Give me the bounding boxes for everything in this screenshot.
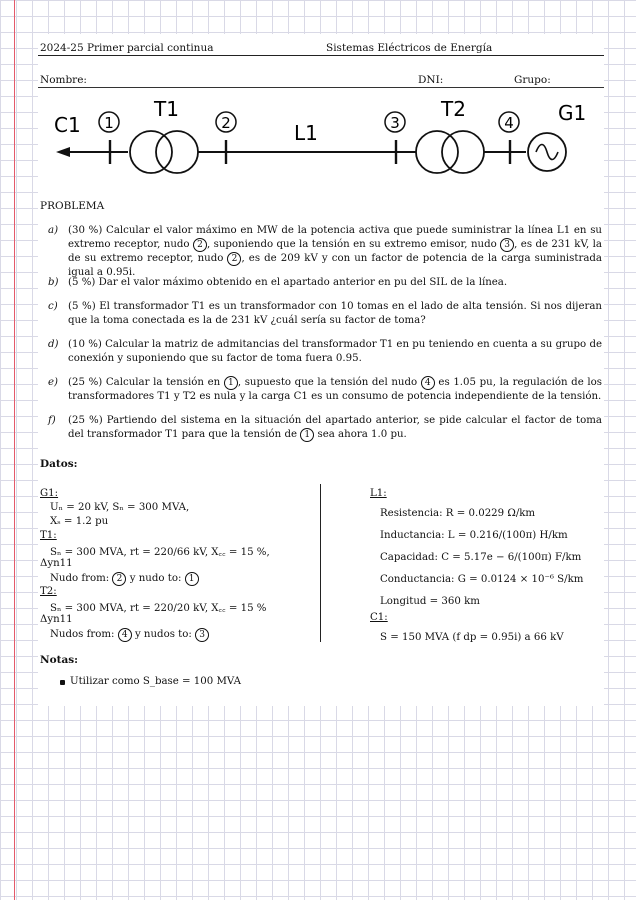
label-c1: C1 xyxy=(54,113,81,137)
node-ref: 2 xyxy=(193,238,207,252)
t1-winding-1 xyxy=(130,131,172,173)
item-label: b) xyxy=(48,277,59,288)
l1-resistance: Resistencia: R = 0.0229 Ω/km xyxy=(380,508,536,519)
node-ref: 1 xyxy=(185,572,199,586)
item-text: (25 %) Calcular la tensión en 1 , supuesto que la tensión del nudo 4 es 1.05 pu, la regulación de los transformadores T1 y T2 es nula y la carga C1 es un consumo de potencia independiente de la tensión. xyxy=(68,377,602,402)
node-ref: 3 xyxy=(500,238,514,252)
grupo-label: Grupo: xyxy=(514,74,551,86)
single-line-diagram xyxy=(48,96,598,192)
dni-label: DNI: xyxy=(418,74,444,86)
bullet-icon xyxy=(60,680,65,685)
l1-conductance: Conductancia: G = 0.0124 × 10⁻⁶ S/km xyxy=(380,574,584,585)
node-1-label: 1 xyxy=(104,114,114,132)
load-arrow-icon xyxy=(56,147,70,157)
t1-winding-2 xyxy=(156,131,198,173)
node-4-label: 4 xyxy=(504,114,514,132)
node-ref: 1 xyxy=(224,376,238,390)
item-text: (25 %) Partiendo del sistema en la situación del apartado anterior, se pide calcular el factor de toma del transformador T1 para que la tensión de 1 sea ahora 1.0 pu. xyxy=(68,415,602,440)
item-label: d) xyxy=(48,339,59,350)
node-ref: 4 xyxy=(421,376,435,390)
label-t1: T1 xyxy=(154,97,179,121)
g1-title: G1: xyxy=(40,488,59,499)
item-label: a) xyxy=(48,225,59,236)
nombre-label: Nombre: xyxy=(40,74,87,86)
note-sbase: Utilizar como S_base = 100 MVA xyxy=(70,676,241,687)
item-label: c) xyxy=(48,301,58,312)
column-divider xyxy=(320,484,321,642)
item-text: (5 %) Dar el valor máximo obtenido en el apartado anterior en pu del SIL de la línea. xyxy=(68,277,508,288)
exam-sheet xyxy=(38,34,604,706)
t2-title: T2: xyxy=(40,586,57,597)
g1-params: Uₙ = 20 kV, Sₙ = 300 MVA, xyxy=(50,502,190,513)
t2-winding-2 xyxy=(442,131,484,173)
g1-reactance: Xₛ = 1.2 pu xyxy=(50,516,109,527)
t2-nodes: Nudos from: 4 y nudos to: 3 xyxy=(50,628,209,642)
datos-heading: Datos: xyxy=(40,458,78,470)
item-text: (5 %) El transformador T1 es un transformador con 10 tomas en el lado de alta tensión. Si nos dijeran que la toma conectada es la de 231 kV ¿cuál sería su factor de toma? xyxy=(68,301,602,326)
l1-title: L1: xyxy=(370,488,387,499)
t1-params: Sₙ = 300 MVA, rt = 220/66 kV, X꜀꜀ = 15 %, xyxy=(50,547,270,558)
course-title: 2024-25 Primer parcial continua xyxy=(40,42,214,54)
item-label: e) xyxy=(48,377,59,388)
node-2-label: 2 xyxy=(221,114,231,132)
label-l1: L1 xyxy=(294,121,318,145)
label-t2: T2 xyxy=(441,97,466,121)
node-ref: 1 xyxy=(300,428,314,442)
node-ref: 3 xyxy=(195,628,209,642)
label-g1: G1 xyxy=(558,101,587,125)
notebook-margin-line xyxy=(14,0,15,900)
item-label: f) xyxy=(48,415,56,426)
sine-wave-icon xyxy=(536,145,558,160)
node-ref: 4 xyxy=(118,628,132,642)
subject-title: Sistemas Eléctricos de Energía xyxy=(326,42,493,54)
c1-load: S = 150 MVA (f dp = 0.95i) a 66 kV xyxy=(380,632,564,643)
t2-connection: Δyn11 xyxy=(40,614,73,625)
l1-length: Longitud = 360 km xyxy=(380,596,480,607)
item-text: (30 %) Calcular el valor máximo en MW de la potencia activa que puede suministrar la línea L1 en su extremo receptor, nudo 2 , suponiendo que la tensión en su extremo emisor, nudo 3 , es de 231 kV, la de su extremo receptor, nudo 2 , es de 209 kV y con un factor de potencia de la carga suministrada igual a 0.95i. xyxy=(68,225,603,278)
node-3-label: 3 xyxy=(390,114,400,132)
problema-heading: PROBLEMA xyxy=(40,200,105,212)
item-text: (10 %) Calcular la matriz de admitancias del transformador T1 en pu teniendo en cuenta a su grupo de conexión y suponiendo que su factor de toma fuera 0.95. xyxy=(68,339,602,364)
t1-nodes: Nudo from: 2 y nudo to: 1 xyxy=(50,572,199,586)
t2-winding-1 xyxy=(416,131,458,173)
header-rule xyxy=(38,55,604,56)
node-ref: 2 xyxy=(112,572,126,586)
node-ref: 2 xyxy=(227,252,241,266)
l1-inductance: Inductancia: L = 0.216/(100π) H/km xyxy=(380,530,568,541)
t1-connection: Δyn11 xyxy=(40,558,73,569)
t2-params: Sₙ = 300 MVA, rt = 220/20 kV, X꜀꜀ = 15 % xyxy=(50,603,267,614)
notas-heading: Notas: xyxy=(40,654,79,666)
t1-title: T1: xyxy=(40,530,57,541)
fields-rule xyxy=(38,87,604,88)
l1-capacitance: Capacidad: C = 5.17e − 6/(100π) F/km xyxy=(380,552,582,563)
c1-title: C1: xyxy=(370,612,388,623)
